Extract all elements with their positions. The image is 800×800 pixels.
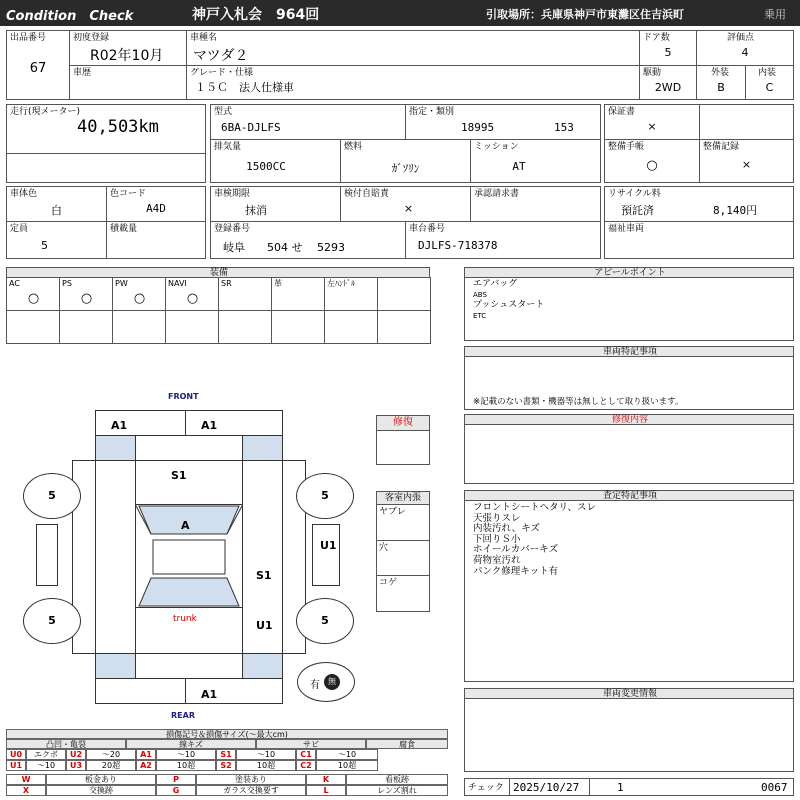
inspection-box — [210, 186, 341, 222]
drive-box — [639, 65, 697, 100]
chassis-number-label: 車台番号 — [409, 224, 446, 234]
legend-title: 損傷記号＆損傷サイズ(〜最大cm) — [6, 729, 448, 739]
body-color-value: 白 — [51, 204, 62, 217]
service-record-value: × — [741, 158, 752, 171]
car-name-box — [186, 30, 640, 66]
equipment-value: ○ — [133, 291, 146, 306]
fuel-box — [340, 139, 471, 183]
cabin-box — [376, 504, 430, 612]
change-info-box — [464, 698, 794, 772]
legend-desc: レンズ割れ — [346, 785, 448, 796]
exterior-box — [696, 65, 746, 100]
legend-desc: 塗装あり — [196, 774, 306, 785]
cabin-item: 穴 — [379, 543, 389, 553]
legend-code: A1 — [136, 749, 156, 760]
displacement-value: 1500CC — [246, 160, 286, 173]
mark-front-right: A1 — [201, 419, 218, 432]
special-box — [464, 356, 794, 410]
welfare-box — [604, 221, 794, 259]
mileage-value: 40,503km — [77, 117, 159, 137]
lot-number-box — [6, 30, 70, 100]
color-code-value: A4D — [146, 202, 166, 215]
warranty-value: × — [647, 120, 657, 133]
recycle-label: リサイクル料 — [608, 189, 661, 199]
special-note: ※記載のない書類・機器等は無しとして取り扱います。 — [473, 397, 684, 407]
equipment-value: ○ — [27, 291, 40, 306]
grade-value: １５Ｃ 法人仕様車 — [195, 81, 294, 94]
approval-box — [470, 186, 601, 222]
legend-code: K — [306, 774, 346, 785]
equipment-cell — [112, 277, 166, 311]
inspection-label: 車検期限 — [214, 189, 251, 199]
equipment-value: ○ — [80, 291, 93, 306]
chassis-number-box — [405, 221, 601, 259]
legend-code: U1 — [6, 760, 26, 771]
repair-label-box — [376, 415, 430, 431]
legend-desc: 〜10 — [316, 749, 378, 760]
mileage-box — [6, 104, 206, 154]
color-code-box — [106, 186, 206, 222]
recycle-box — [604, 186, 794, 222]
repair-label: 修復 — [393, 417, 413, 428]
legend-code: G — [156, 785, 196, 796]
cabin-item: ヤブレ — [379, 507, 406, 517]
legend-code: C1 — [296, 749, 316, 760]
right-mirror — [312, 524, 340, 586]
equipment-empty-cell — [377, 310, 431, 344]
assessment-item: 下回りＳ小 — [473, 533, 521, 545]
body-color-label: 車体色 — [10, 189, 38, 199]
legend-code: S2 — [216, 760, 236, 771]
appeal-item: エアバッグ — [473, 279, 518, 289]
equipment-label: SR — [221, 279, 232, 288]
load-label: 積載量 — [110, 224, 138, 234]
equipment-empty-cell — [165, 310, 219, 344]
score-box — [696, 30, 794, 66]
warranty-extra-box — [699, 104, 794, 140]
capacity-box — [6, 221, 107, 259]
front-label: FRONT — [168, 392, 199, 401]
model-value: 6BA-DJLFS — [221, 121, 281, 134]
exterior-value: B — [717, 81, 725, 94]
legend-code: P — [156, 774, 196, 785]
spare-tire-icon: 無 — [324, 674, 340, 690]
rear-bumper — [95, 678, 283, 704]
service-book-box — [604, 139, 700, 183]
wheel-rear-left: 5 — [23, 598, 81, 644]
warranty-label: 保証書 — [608, 107, 636, 117]
mileage-label: 走行(現メーター) — [10, 107, 81, 117]
special-title: 車両特記事項 — [602, 347, 657, 357]
rear-label: REAR — [171, 711, 195, 720]
equipment-empty-cell — [324, 310, 378, 344]
repair-content-box — [464, 424, 794, 484]
designation-label: 指定・類別 — [409, 107, 455, 117]
assessment-item: 内装汚れ、キズ — [473, 523, 540, 535]
repair-box — [376, 430, 430, 465]
equipment-cell — [324, 277, 378, 311]
vehicle-type: 乗用 — [764, 8, 786, 21]
capacity-value: 5 — [41, 239, 48, 252]
legend-code: U3 — [66, 760, 86, 771]
lot-number-value: 67 — [29, 61, 47, 76]
legend-desc: 看板跡 — [346, 774, 448, 785]
equipment-cell — [218, 277, 272, 311]
equipment-cell — [59, 277, 113, 311]
legend-code: X — [6, 785, 46, 796]
mission-label: ミッション — [474, 142, 519, 152]
fuel-value: ｶﾞｿﾘﾝ — [391, 162, 420, 175]
legend-code: A2 — [136, 760, 156, 771]
assessment-item: 天張りスレ — [473, 512, 521, 524]
model-label: 型式 — [214, 107, 233, 117]
legend-group: 腐食 — [366, 739, 448, 749]
legend-code: S1 — [216, 749, 236, 760]
interior-value: C — [765, 81, 774, 94]
first-registration-label: 初度登録 — [73, 33, 110, 43]
equipment-title: 装備 — [209, 268, 228, 278]
assessment-box — [464, 500, 794, 682]
appeal-title: アピールポイント — [594, 268, 666, 278]
first-registration-value: R02年10月 — [90, 48, 164, 64]
mark-rear-door-right: U1 — [256, 619, 273, 632]
insurance-box — [340, 186, 471, 222]
equipment-empty-cell — [112, 310, 166, 344]
legend-desc: エクボ — [26, 749, 66, 760]
equipment-empty-cell — [59, 310, 113, 344]
auction-title: 神戸入札会 964回 — [192, 7, 320, 23]
mileage-extra-box — [6, 153, 206, 183]
equipment-value: ○ — [186, 291, 199, 306]
legend-desc: 〜20 — [86, 749, 136, 760]
chassis-number-value: DJLFS-718378 — [418, 239, 498, 252]
legend-desc: 10超 — [316, 760, 378, 771]
change-info-title: 車両変更情報 — [602, 689, 657, 699]
car-name-value: マツダ２ — [193, 48, 249, 64]
assessment-title: 査定特記事項 — [602, 491, 657, 501]
car-name-label: 車種名 — [190, 33, 218, 43]
spare-tire-indicator — [297, 662, 355, 702]
legend-code: C2 — [296, 760, 316, 771]
registration-number-value: 岐阜 504 せ 5293 — [223, 241, 345, 254]
equipment-cell — [165, 277, 219, 311]
recycle-status: 預託済 — [621, 204, 654, 217]
doors-label: ドア数 — [643, 33, 670, 43]
inspection-value: 抹消 — [245, 204, 267, 217]
condition-check-title: Condition Check — [6, 9, 134, 24]
insurance-label: 検付自賠責 — [344, 189, 390, 199]
equipment-cell — [377, 277, 431, 311]
legend-code: W — [6, 774, 46, 785]
equipment-cell — [6, 277, 60, 311]
warranty-box — [604, 104, 700, 140]
header-bar — [0, 0, 800, 26]
equipment-empty-cell — [218, 310, 272, 344]
doors-box — [639, 30, 697, 66]
equipment-label: 革 — [274, 279, 282, 288]
legend-desc: 〜10 — [26, 760, 66, 771]
approval-label: 承認請求書 — [474, 189, 520, 199]
service-record-label: 整備記録 — [703, 142, 740, 152]
assessment-item: 荷物室汚れ — [473, 555, 521, 566]
pickup-location: 引取場所：兵庫県神戸市東灘区住吉浜町 — [486, 8, 684, 21]
history-label: 車歴 — [73, 68, 92, 78]
designation-value-2: 153 — [554, 121, 574, 134]
designation-box — [405, 104, 601, 140]
appeal-item: プッシュスタート — [473, 300, 545, 310]
spare-tire-label: 有 — [310, 680, 320, 691]
wheel-rear-right: 5 — [296, 598, 354, 644]
registration-number-box — [210, 221, 406, 259]
trunk-label: trunk — [173, 614, 197, 624]
legend-group: サビ — [256, 739, 366, 749]
interior-label: 内装 — [758, 68, 777, 78]
mark-front-left: A1 — [111, 419, 128, 432]
first-registration-box — [69, 30, 187, 66]
check-code: 0067 — [761, 781, 788, 794]
insurance-value: × — [403, 202, 414, 215]
service-record-box — [699, 139, 794, 183]
model-box — [210, 104, 406, 140]
mission-value: AT — [512, 160, 526, 173]
cabin-title-box — [376, 491, 430, 505]
recycle-amount: 8,140円 — [713, 204, 758, 217]
legend-desc: 10超 — [236, 760, 296, 771]
load-box — [106, 221, 206, 259]
service-book-value: ○ — [646, 158, 658, 173]
assessment-item: ホイールカバーキズ — [473, 544, 559, 556]
score-label: 評価点 — [727, 33, 755, 43]
equipment-label: 左ﾊﾝﾄﾞﾙ — [327, 279, 355, 288]
appeal-box — [464, 277, 794, 341]
mark-rear-bumper: A1 — [201, 688, 218, 701]
check-label: チェック — [468, 783, 504, 793]
registration-number-label: 登録番号 — [214, 224, 251, 234]
legend-desc: 20超 — [86, 760, 136, 771]
grade-label: グレード・仕様 — [190, 68, 254, 78]
legend-desc: 〜10 — [236, 749, 296, 760]
grade-box — [186, 65, 640, 100]
legend-code: U2 — [66, 749, 86, 760]
legend-group: 線キズ — [126, 739, 256, 749]
appeal-item: ETC — [473, 312, 487, 320]
lot-number-label: 出品番号 — [10, 33, 47, 43]
legend-desc: 10超 — [156, 760, 216, 771]
legend-group: 凸凹・亀裂 — [6, 739, 126, 749]
check-row — [464, 778, 794, 796]
cabin-item: コゲ — [379, 578, 398, 588]
assessment-item: フロントシートヘタリ、スレ — [473, 502, 597, 513]
assessment-item: パンク修理キット有 — [473, 565, 559, 577]
welfare-label: 福祉車両 — [608, 224, 645, 234]
mark-roof-right: S1 — [256, 569, 272, 582]
drive-value: 2WD — [654, 81, 682, 94]
service-book-label: 整備手帳 — [608, 142, 645, 152]
exterior-label: 外装 — [711, 68, 730, 78]
displacement-label: 排気量 — [214, 142, 242, 152]
equipment-label: PW — [115, 279, 128, 288]
legend-desc: 〜10 — [156, 749, 216, 760]
mission-box — [470, 139, 601, 183]
legend-code: U0 — [6, 749, 26, 760]
left-mirror — [36, 524, 58, 586]
repair-content-title: 修復内容 — [611, 415, 648, 425]
equipment-empty-cell — [6, 310, 60, 344]
wheel-front-left: 5 — [23, 473, 81, 519]
legend-desc: 交換跡 — [46, 785, 156, 796]
cabin-title: 客室内張 — [384, 493, 421, 503]
color-code-label: 色コード — [110, 189, 147, 199]
body-color-box — [6, 186, 107, 222]
fuel-label: 燃料 — [344, 142, 363, 152]
score-value: 4 — [741, 46, 749, 59]
equipment-label: PS — [62, 279, 72, 288]
mark-hood: S1 — [171, 469, 187, 482]
legend-code: L — [306, 785, 346, 796]
appeal-item: ABS — [473, 291, 487, 299]
mark-windshield: A — [181, 519, 190, 532]
interior-box — [745, 65, 794, 100]
wheel-front-right: 5 — [296, 473, 354, 519]
mark-side-right: U1 — [320, 539, 337, 552]
equipment-label: NAVI — [168, 279, 187, 288]
doors-value: 5 — [664, 46, 672, 59]
history-box — [69, 65, 187, 100]
legend-desc: ガラス交換要す — [196, 785, 306, 796]
check-date: 2025/10/27 — [513, 781, 580, 794]
legend-desc: 板金あり — [46, 774, 156, 785]
equipment-label: AC — [9, 279, 20, 288]
equipment-empty-cell — [271, 310, 325, 344]
designation-value-1: 18995 — [461, 121, 495, 134]
check-number: 1 — [617, 781, 624, 794]
capacity-label: 定員 — [10, 224, 29, 234]
drive-label: 駆動 — [643, 68, 662, 78]
equipment-cell — [271, 277, 325, 311]
displacement-box — [210, 139, 341, 183]
